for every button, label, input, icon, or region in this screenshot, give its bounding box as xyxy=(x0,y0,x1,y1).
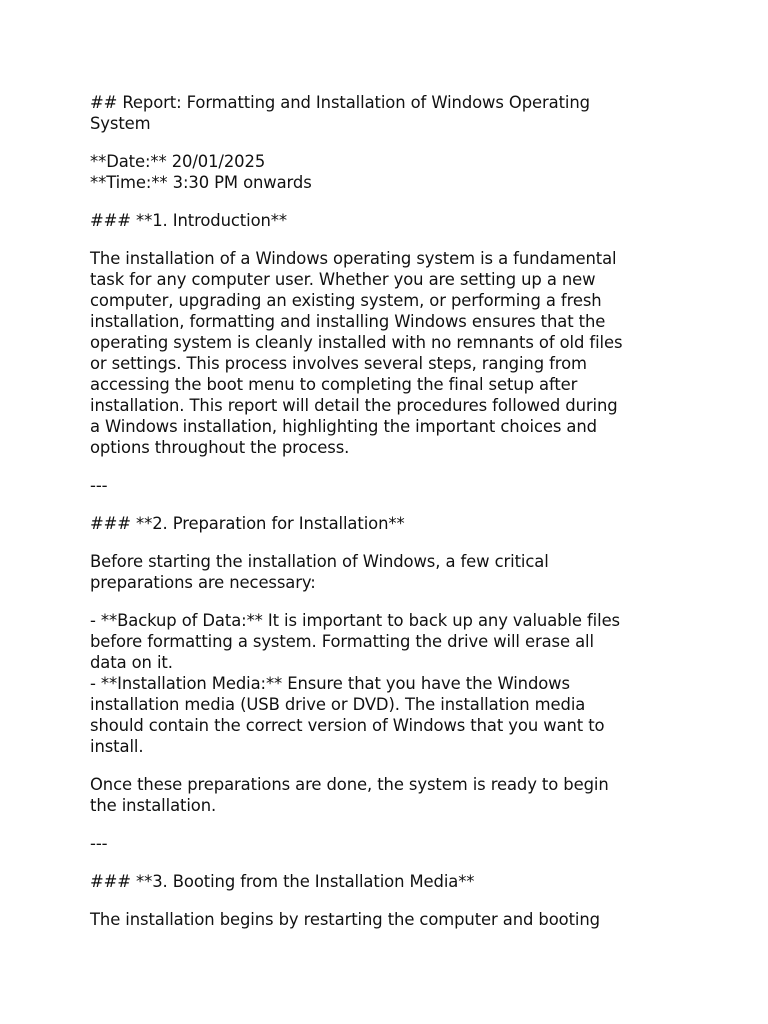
list-line: - **Installation Media:** Ensure that you have the Windows xyxy=(90,674,570,693)
heading-text: ### **1. Introduction** xyxy=(90,211,287,230)
body-line: accessing the boot menu to completing the final setup after xyxy=(90,375,578,394)
section-3-body xyxy=(90,909,680,930)
body-line: The installation of a Windows operating system is a fundamental xyxy=(90,249,617,268)
body-line: The installation begins by restarting the computer and booting xyxy=(90,910,600,929)
report-meta xyxy=(90,151,680,193)
section-2-closing xyxy=(90,774,680,816)
separator-text: --- xyxy=(90,476,108,495)
title-line: ## Report: Formatting and Installation of Windows Operating xyxy=(90,93,590,112)
body-line: the installation. xyxy=(90,796,217,815)
body-line: Before starting the installation of Windows, a few critical xyxy=(90,552,549,571)
time-line: **Time:** 3:30 PM onwards xyxy=(90,173,312,192)
list-line: before formatting a system. Formatting the drive will erase all xyxy=(90,632,594,651)
section-3-heading xyxy=(90,871,680,892)
heading-text: ### **3. Booting from the Installation Media** xyxy=(90,872,475,891)
body-line: operating system is cleanly installed with no remnants of old files xyxy=(90,333,623,352)
heading-text: ### **2. Preparation for Installation** xyxy=(90,514,405,533)
body-line: Once these preparations are done, the system is ready to begin xyxy=(90,775,609,794)
body-line: or settings. This process involves several steps, ranging from xyxy=(90,354,587,373)
list-line: data on it. xyxy=(90,653,173,672)
body-line: computer, upgrading an existing system, or performing a fresh xyxy=(90,291,602,310)
body-line: options throughout the process. xyxy=(90,438,350,457)
separator xyxy=(90,475,680,496)
separator-text: --- xyxy=(90,834,108,853)
document-page xyxy=(90,92,680,947)
list-line: should contain the correct version of Windows that you want to xyxy=(90,716,605,735)
body-line: preparations are necessary: xyxy=(90,573,316,592)
body-line: installation, formatting and installing Windows ensures that the xyxy=(90,312,606,331)
title-line: System xyxy=(90,114,151,133)
date-line: **Date:** 20/01/2025 xyxy=(90,152,266,171)
section-2-list xyxy=(90,610,680,757)
body-line: installation. This report will detail the procedures followed during xyxy=(90,396,618,415)
section-1-body xyxy=(90,248,680,458)
section-2-intro xyxy=(90,551,680,593)
list-line: install. xyxy=(90,737,144,756)
list-line: - **Backup of Data:** It is important to back up any valuable files xyxy=(90,611,620,630)
body-line: task for any computer user. Whether you are setting up a new xyxy=(90,270,596,289)
section-2-heading xyxy=(90,513,680,534)
body-line: a Windows installation, highlighting the important choices and xyxy=(90,417,597,436)
section-1-heading xyxy=(90,210,680,231)
report-title xyxy=(90,92,680,134)
list-line: installation media (USB drive or DVD). The installation media xyxy=(90,695,586,714)
separator xyxy=(90,833,680,854)
